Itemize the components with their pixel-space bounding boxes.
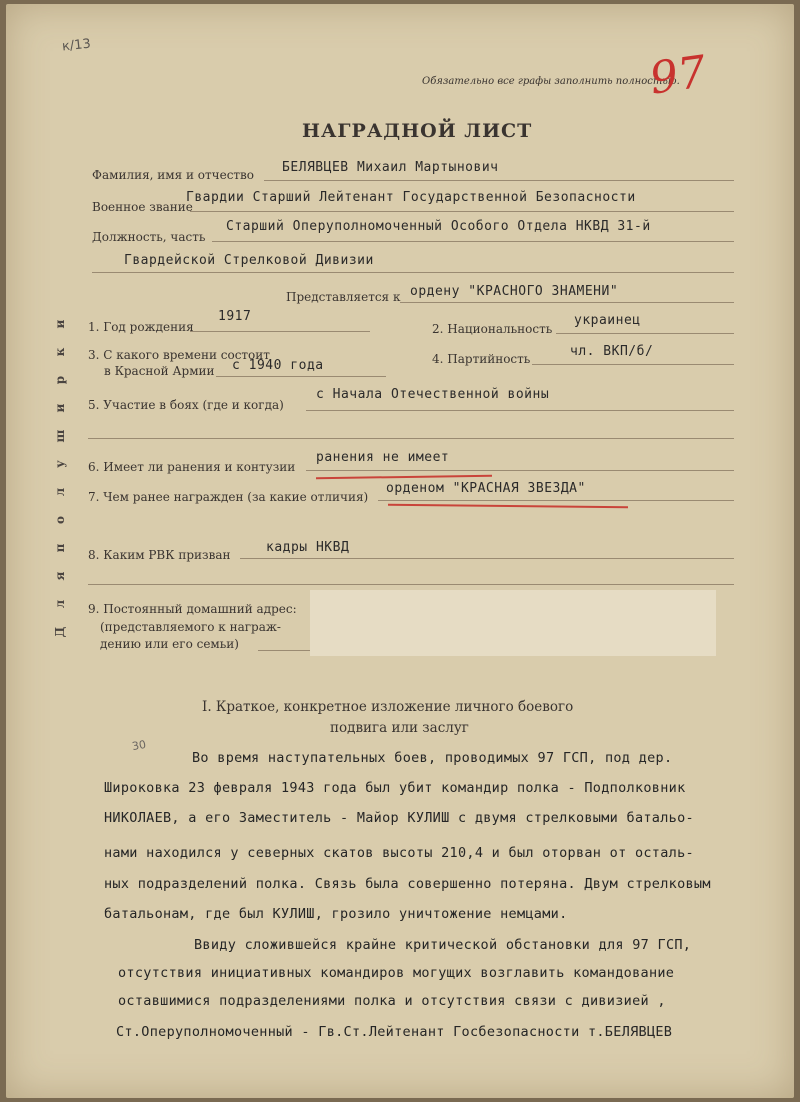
archive-mark: к/13 (61, 36, 92, 55)
position-value-2: Гвардейской Стрелковой Дивизии (124, 253, 374, 268)
rvk-value: кадры НКВД (266, 540, 350, 555)
body-line: оставшимися подразделениями полка и отсутствия связи с дивизией , (118, 993, 666, 1009)
redacted-address (310, 590, 716, 656)
position-label: Должность, часть (92, 230, 206, 244)
birth-label: 1. Год рождения (88, 320, 194, 334)
name-value: БЕЛЯВЦЕВ Михаил Мартынович (282, 160, 499, 175)
address-label: 9. Постоянный домашний адрес: (88, 602, 297, 616)
nominated-label: Представляется к (286, 290, 401, 304)
margin-note: 30 (130, 737, 148, 754)
folio-number: 97 (646, 46, 710, 105)
position-value-1: Старший Оперуполномоченный Особого Отдела НКВД 31-й (226, 219, 651, 234)
address-label-3: дению или его семьи) (100, 637, 239, 651)
body-line: батальонам, где был КУЛИШ, грозило уничтожение немцами. (104, 906, 568, 922)
side-letter: и (53, 319, 67, 329)
service-value: с 1940 года (232, 358, 324, 373)
section-heading: I. Краткое, конкретное изложение личного боевого (202, 699, 574, 715)
birth-value: 1917 (218, 309, 252, 324)
side-letter: к (53, 347, 67, 357)
body-line: Ст.Оперуполномоченный - Гв.Ст.Лейтенант Госбезопасности т.БЕЛЯВЦЕВ (116, 1024, 673, 1040)
body-line: ных подразделений полка. Связь была совершенно потеряна. Двум стрелковым (104, 876, 711, 892)
wounds-value: ранения не имеет (316, 450, 450, 465)
side-letter: я (53, 571, 67, 581)
side-letter: п (53, 543, 67, 553)
side-letter: л (53, 599, 67, 609)
body-line: нами находился у северных скатов высоты 210,4 и был оторван от осталь- (104, 845, 694, 861)
service-label-2: в Красной Армии (104, 364, 215, 378)
nationality-label: 2. Национальность (432, 322, 553, 336)
side-label (48, 310, 72, 830)
body-line: НИКОЛАЕВ, а его Заместитель - Майор КУЛИШ с двумя стрелковыми батальо- (104, 810, 694, 826)
awards-value: орденом "КРАСНАЯ ЗВЕЗДА" (386, 481, 586, 496)
side-letter: р (53, 375, 67, 385)
party-label: 4. Партийность (432, 352, 531, 366)
battles-label: 5. Участие в боях (где и когда) (88, 398, 284, 412)
side-letter: и (53, 403, 67, 413)
side-letter: у (53, 460, 67, 468)
body-line: Ввиду сложившейся крайне критической обстановки для 97 ГСП, (194, 937, 692, 953)
name-label: Фамилия, имя и отчество (92, 168, 255, 182)
awards-label: 7. Чем ранее награжден (за какие отличия) (88, 490, 369, 504)
wounds-label: 6. Имеет ли ранения и контузии (88, 460, 296, 474)
side-letter: л (53, 487, 67, 497)
nationality-value: украинец (574, 313, 641, 328)
rvk-label: 8. Каким РВК призван (88, 548, 231, 562)
battles-value: с Начала Отечественной войны (316, 387, 550, 402)
service-label: 3. С какого времени состоит (88, 348, 270, 362)
section-heading-2: подвига или заслуг (330, 720, 469, 736)
body-line: Во время наступательных боев, проводимых 97 ГСП, под дер. (192, 750, 673, 766)
party-value: чл. ВКП/б/ (570, 344, 654, 359)
rank-value: Гвардии Старший Лейтенант Государственной Безопасности (186, 190, 636, 205)
side-letter: о (53, 516, 67, 525)
rank-label: Военное звание (92, 200, 193, 214)
page-title: НАГРАДНОЙ ЛИСТ (302, 120, 533, 142)
body-line: отсутствия инициативных командиров могущих возглавить командование (118, 965, 675, 981)
fill-notice: Обязательно все графы заполнить полностью. (422, 76, 680, 87)
address-label-2: (представляемого к награж- (100, 620, 281, 634)
side-letter: Д (53, 626, 67, 638)
nominated-value: ордену "КРАСНОГО ЗНАМЕНИ" (410, 284, 619, 299)
side-letter: ш (53, 429, 67, 443)
body-line: Широковка 23 февраля 1943 года был убит командир полка - Подполковник (104, 780, 686, 796)
